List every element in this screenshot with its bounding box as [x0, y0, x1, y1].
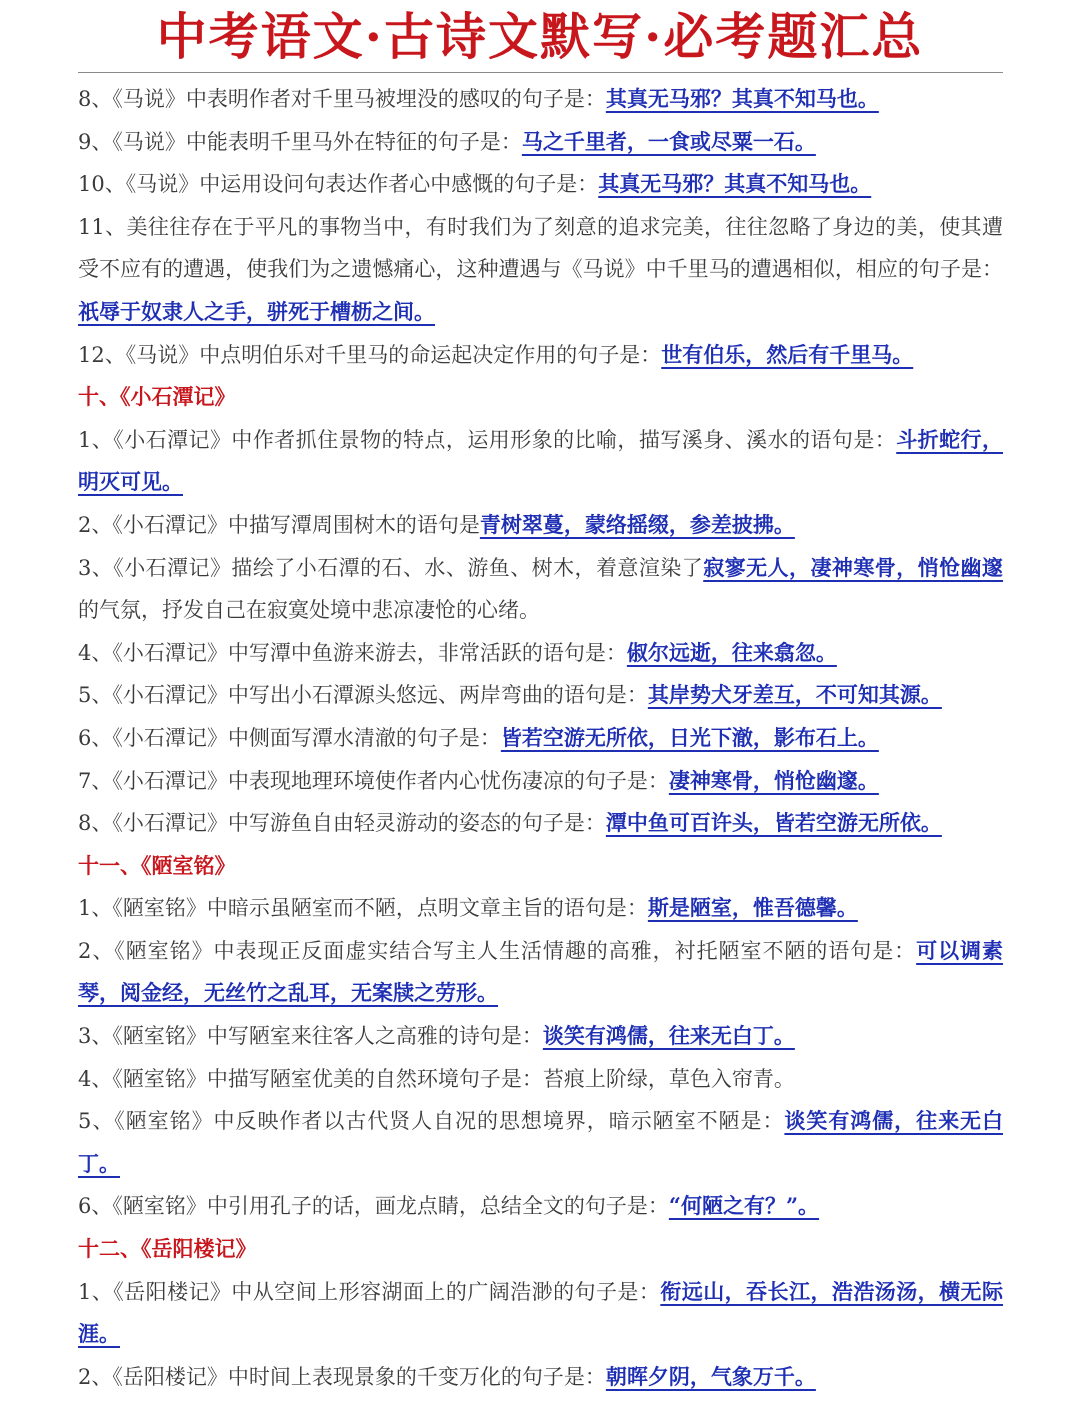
question-text: 9、《马说》中能表明千里马外在特征的句子是：	[78, 129, 522, 154]
question-text: 11、美往往存在于平凡的事物当中，有时我们为了刻意的追求完美，往往忽略了身边的美，使其遭受不应有的遭遇，使我们为之遗憾痛心，这种遭遇与《马说》中千里马的遭遇相似，相应的句子是：	[78, 214, 1003, 282]
answer-text: 斗折蛇行，明灭可见。	[78, 426, 1003, 495]
list-item	[78, 78, 1003, 121]
list-item	[78, 1015, 1003, 1058]
question-text: 3、《小石潭记》描绘了小石潭的石、水、游鱼、树木，着意渲染了	[78, 555, 704, 580]
answer-text: 俶尔远逝，往来翕忽。	[626, 639, 837, 665]
list-item	[78, 504, 1003, 547]
list-item	[78, 930, 1003, 1015]
question-text-tail: 的气氛，抒发自己在寂寞处境中悲凉凄怆的心绪。	[78, 598, 540, 623]
answer-text: 皆若空游无所依，日光下澈，影布石上。	[500, 724, 879, 750]
list-item	[78, 674, 1003, 717]
list-item	[78, 547, 1003, 632]
answer-text: 凄神寒骨，悄怆幽邃。	[668, 767, 879, 793]
content	[78, 78, 1003, 1398]
question-text: 6、《小石潭记》中侧面写潭水清澈的句子是：	[78, 725, 501, 750]
question-text: 1、《岳阳楼记》中从空间上形容湖面上的广阔浩渺的句子是：	[78, 1279, 661, 1304]
question-text: 8、《小石潭记》中写游鱼自由轻灵游动的姿态的句子是：	[78, 811, 606, 836]
answer-text: 潭中鱼可百许头，皆若空游无所依。	[605, 810, 942, 836]
list-item	[78, 887, 1003, 930]
list-item	[78, 632, 1003, 675]
question-text: 2、《岳阳楼记》中时间上表现景象的千变万化的句子是：	[78, 1364, 606, 1389]
question-text: 7、《小石潭记》中表现地理环境使作者内心忧伤凄凉的句子是：	[78, 768, 669, 793]
answer-text: 寂寥无人，凄神寒骨，悄怆幽邃	[703, 554, 1004, 580]
list-item	[78, 1356, 1003, 1399]
list-item	[78, 1100, 1003, 1185]
answer-text: 马之千里者，一食或尽粟一石。	[521, 128, 816, 154]
question-text: 8、《马说》中表明作者对千里马被埋没的感叹的句子是：	[78, 87, 606, 111]
question-text: 2、《小石潭记》中描写潭周围树木的语句是	[78, 512, 480, 537]
list-item	[78, 1058, 1003, 1101]
question-text: 12、《马说》中点明伯乐对千里马的命运起决定作用的句子是：	[78, 342, 662, 367]
page-title: 中考语文·古诗文默写·必考题汇总	[156, 7, 924, 66]
question-text: 5、《陋室铭》中反映作者以古代贤人自况的思想境界，暗示陋室不陋是：	[78, 1109, 785, 1134]
question-text: 3、《陋室铭》中写陋室来往客人之高雅的诗句是：	[78, 1024, 543, 1049]
list-item	[78, 206, 1003, 334]
list-item	[78, 1271, 1003, 1356]
answer-text: 其岸势犬牙差互，不可知其源。	[647, 682, 942, 708]
list-item	[78, 419, 1003, 504]
question-text: 4、《陋室铭》中描写陋室优美的自然环境句子是：苔痕上阶绿，草色入帘青。	[78, 1066, 795, 1091]
list-item	[78, 717, 1003, 760]
answer-text: 其真无马邪？其真不知马也。	[598, 171, 872, 197]
question-text: 1、《陋室铭》中暗示虽陋室而不陋，点明文章主旨的语句是：	[78, 896, 648, 921]
answer-text: 可以调素琴，阅金经，无丝竹之乱耳，无案牍之劳形。	[78, 937, 1004, 1006]
list-item	[78, 1185, 1003, 1228]
answer-text: 斯是陋室，惟吾德馨。	[647, 895, 858, 921]
list-item	[78, 802, 1003, 845]
title-divider	[78, 72, 1003, 73]
answer-text: 青树翠蔓，蒙络摇缀，参差披拂。	[479, 511, 795, 537]
question-text: 5、《小石潭记》中写出小石潭源头悠远、两岸弯曲的语句是：	[78, 683, 648, 708]
question-text: 4、《小石潭记》中写潭中鱼游来游去，非常活跃的语句是：	[78, 640, 627, 665]
answer-text: 谈笑有鸿儒，往来无白丁。	[542, 1023, 795, 1049]
section-heading: 十、《小石潭记》	[78, 384, 236, 410]
answer-text: “何陋之有？”。	[668, 1193, 820, 1219]
question-text: 10、《马说》中运用设问句表达作者心中感慨的句子是：	[78, 172, 599, 197]
list-item	[78, 760, 1003, 803]
section-heading: 十一、《陋室铭》	[78, 852, 236, 878]
list-item	[78, 163, 1003, 206]
section-heading: 十二、《岳阳楼记》	[78, 1236, 257, 1262]
answer-text: 其真无马邪？其真不知马也。	[605, 86, 879, 111]
answer-text: 朝晖夕阴，气象万千。	[605, 1363, 816, 1389]
question-text: 2、《陋室铭》中表现正反面虚实结合写主人生活情趣的高雅，衬托陋室不陋的语句是：	[78, 938, 917, 963]
answer-text: 祇辱于奴隶人之手，骈死于槽枥之间。	[78, 298, 435, 324]
list-item	[78, 121, 1003, 164]
answer-text: 世有伯乐，然后有千里马。	[661, 341, 914, 367]
answer-text: 谈笑有鸿儒，往来无白丁。	[78, 1108, 1004, 1176]
question-text: 6、《陋室铭》中引用孔子的话，画龙点睛，总结全文的句子是：	[78, 1194, 669, 1219]
list-item	[78, 334, 1003, 377]
question-text: 1、《小石潭记》中作者抓住景物的特点，运用形象的比喻，描写溪身、溪水的语句是：	[78, 427, 897, 452]
answer-text: 衔远山，吞长江，浩浩汤汤，横无际涯。	[78, 1278, 1004, 1347]
